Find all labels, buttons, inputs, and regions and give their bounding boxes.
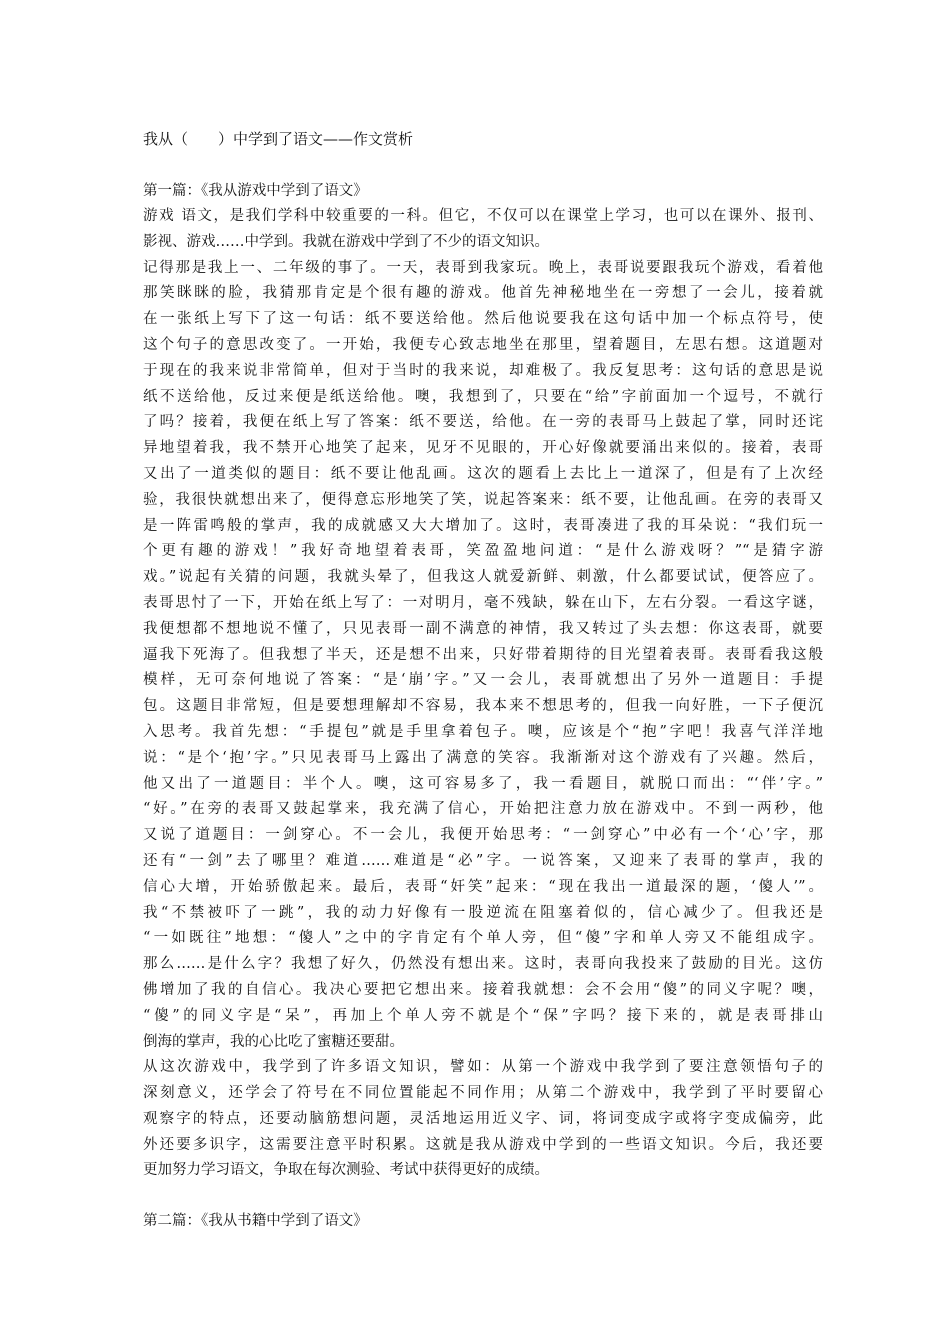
paragraph-line: 那么……是什么字？我想了好久，仍然没有想出来。这时，表哥向我投来了鼓励的目光。这仿 — [143, 956, 823, 973]
essay-1-paragraph — [143, 256, 823, 1056]
paragraph-line: 在一张纸上写下了这一句话：纸不要送给他。然后他说要我在这句话中加一个标点符号，使 — [143, 311, 823, 328]
paragraph-line: 记得那是我上一、二年级的事了。一天，表哥到我家玩。晚上，表哥说要跟我玩个游戏，看着他 — [143, 259, 823, 276]
essay-1-heading: 第一篇：《我从游戏中学到了语文》 — [143, 183, 368, 199]
paragraph-line: 这个句子的意思改变了。一开始，我便专心致志地坐在那里，望着题目，左思右想。这道题对 — [143, 336, 823, 353]
paragraph-line: “好。”在旁的表哥又鼓起掌来，我充满了信心，开始把注意力放在游戏中。不到一两秒，他 — [143, 801, 823, 818]
paragraph-line: 异地望着我，我不禁开心地笑了起来，见牙不见眼的，开心好像就要涌出来似的。接着，表哥 — [143, 440, 823, 457]
paragraph-line: 我“不禁被吓了一跳”，我的动力好像有一股逆流在阻塞着似的，信心减少了。但我还是 — [143, 904, 823, 921]
paragraph-line: 模样，无可奈何地说了答案：“是‘崩’字。”又一会儿，表哥就想出了另外一道题目：手提 — [143, 672, 823, 689]
paragraph-line: 那笑眯眯的脸，我猜那肯定是个很有趣的游戏。他首先神秘地坐在一旁想了一会儿，接着就 — [143, 285, 823, 302]
paragraph-line: 游戏 语文，是我们学科中较重要的一科。但它，不仅可以在课堂上学习，也可以在课外、报刊、 — [143, 208, 823, 224]
paragraph-line: 是一阵雷鸣般的掌声，我的成就感又大大增加了。这时，表哥凑进了我的耳朵说：“我们玩一 — [143, 517, 823, 534]
paragraph-line: 他又出了一道题目：半个人。噢，这可容易多了，我一看题目，就脱口而出：“‘伴’字。” — [143, 775, 823, 792]
paragraph-line: 还有“一剑”去了哪里？难道……难道是“必”字。一说答案，又迎来了表哥的掌声，我的 — [143, 852, 823, 869]
essay-1-paragraph — [143, 1055, 823, 1184]
paragraph-line: 倒海的掌声，我的心比吃了蜜糖还要甜。 — [143, 1033, 404, 1050]
paragraph-line: “一如既往”地想：“傻人”之中的字肯定有个单人旁，但“傻”字和单人旁又不能组成字。 — [143, 930, 823, 947]
paragraph-line: 影视、游戏……中学到。我就在游戏中学到了不少的语文知识。 — [143, 233, 549, 250]
paragraph-line: 于现在的我来说非常简单，但对于当时的我来说，却难极了。我反复思考：这句话的意思是说 — [143, 362, 823, 379]
paragraph-line: 我便想都不想地说不懂了，只见表哥一副不满意的神情，我又转过了头去想：你这表哥，就要 — [143, 620, 823, 637]
document-title: 我从（ ）中学到了语文——作文赏析 — [143, 130, 414, 148]
spacer — [143, 152, 823, 178]
paragraph-line: 外还要多识字，这需要注意平时积累。这就是我从游戏中学到的一些语文知识。今后，我还要 — [143, 1136, 823, 1153]
paragraph-line: 戏。”说起有关猜的问题，我就头晕了，但我这人就爱新鲜、刺激，什么都要试试，便答应了。 — [143, 569, 823, 586]
paragraph-line: 逼我下死海了。但我想了半天，还是想不出来，只好带着期待的目光望着表哥。表哥看我这般 — [143, 646, 823, 663]
paragraph-line: 又出了一道类似的题目：纸不要让他乱画。这次的题看上去比上一道深了，但是有了上次经 — [143, 465, 823, 482]
spacer — [143, 1184, 823, 1208]
paragraph-line: 了吗？接着，我便在纸上写了答案：纸不要送，给他。在一旁的表哥马上鼓起了掌，同时还诧 — [143, 414, 823, 431]
paragraph-line: 从这次游戏中，我学到了许多语文知识，譬如：从第一个游戏中我学到了要注意领悟句子的 — [143, 1059, 823, 1076]
essay-1-body — [143, 204, 823, 1184]
essay-1-paragraph — [143, 204, 823, 256]
paragraph-line: 说：“是个‘抱’字。”只见表哥马上露出了满意的笑容。我渐渐对这个游戏有了兴趣。然后， — [143, 749, 823, 766]
paragraph-line: 又说了道题目：一剑穿心。不一会儿，我便开始思考：“一剑穿心”中必有一个‘心’字，那 — [143, 827, 823, 844]
paragraph-line: 佛增加了我的自信心。我决心要把它想出来。接着我就想：会不会用“傻”的同义字呢？噢， — [143, 981, 823, 998]
paragraph-line: 个更有趣的游戏！”我好奇地望着表哥，笑盈盈地问道：“是什么游戏呀？”“是猜字游 — [143, 543, 823, 560]
paragraph-line: 纸不送给他，反过来便是纸送给他。噢，我想到了，只要在“给”字前面加一个逗号，不就行 — [143, 388, 823, 405]
document-page — [143, 126, 823, 1234]
paragraph-line: “傻”的同义字是“呆”，再加上个单人旁不就是个“保”字吗？接下来的，就是表哥排山 — [143, 1007, 823, 1024]
paragraph-line: 更加努力学习语文，争取在每次测验、考试中获得更好的成绩。 — [143, 1162, 549, 1179]
paragraph-line: 深刻意义，还学会了符号在不同位置能起不同作用；从第二个游戏中，我学到了平时要留心 — [143, 1085, 823, 1102]
paragraph-line: 入思考。我首先想：“手提包”就是手里拿着包子。噢，应该是个“抱”字吧！我喜气洋洋地 — [143, 723, 823, 740]
paragraph-line: 信心大增，开始骄傲起来。最后，表哥“奸笑”起来：“现在我出一道最深的题，‘傻人’”。 — [143, 878, 823, 895]
paragraph-line: 验，我很快就想出来了，便得意忘形地笑了笑，说起答案来：纸不要，让他乱画。在旁的表哥又 — [143, 491, 823, 508]
paragraph-line: 包。这题目非常短，但是要想理解却不容易，我本来不想思考的，但我一向好胜，一下子便沉 — [143, 698, 823, 715]
essay-2-heading: 第二篇：《我从书籍中学到了语文》 — [143, 1213, 368, 1230]
paragraph-line: 观察字的特点，还要动脑筋想问题，灵活地运用近义字、词，将词变成字或将字变成偏旁，此 — [143, 1110, 823, 1127]
paragraph-line: 表哥思忖了一下，开始在纸上写了：一对明月，毫不残缺，躲在山下，左右分裂。一看这字谜， — [143, 594, 823, 611]
